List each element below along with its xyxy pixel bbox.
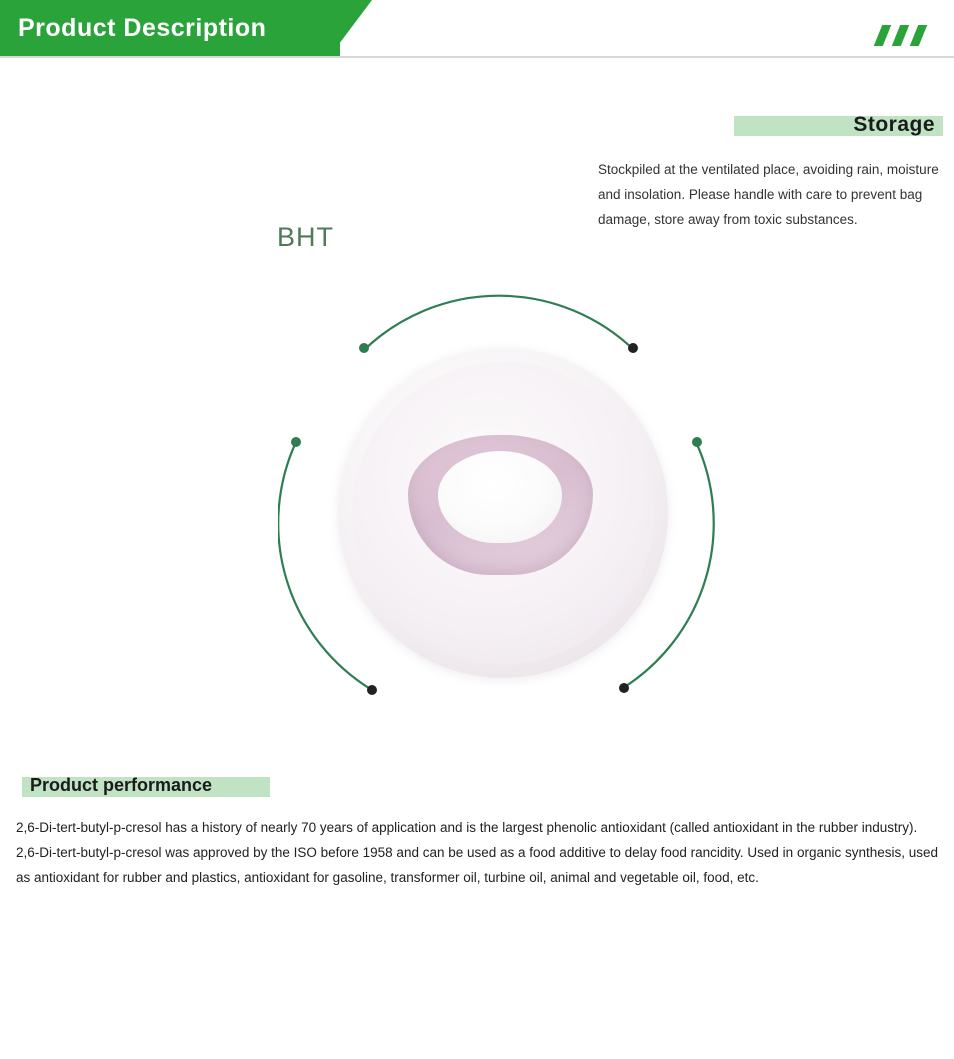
header-slant-shape	[330, 0, 372, 56]
storage-title: Storage	[853, 113, 935, 136]
storage-text: Stockpiled at the ventilated place, avoiding rain, moisture and insolation. Please handle with care to prevent bag damage, store away from toxic substances.	[598, 162, 939, 227]
header-divider	[0, 56, 954, 58]
product-label: BHT	[277, 222, 334, 252]
storage-heading	[598, 113, 943, 143]
triple-slash-icon	[878, 25, 940, 47]
decorative-arcs	[278, 290, 728, 710]
product-image	[278, 290, 728, 710]
storage-section	[598, 113, 943, 232]
page-title: Product Description	[18, 14, 267, 42]
performance-title: Product performance	[30, 775, 213, 795]
product-performance-section	[16, 775, 941, 890]
page-header	[0, 0, 954, 62]
performance-text: 2,6-Di-tert-butyl-p-cresol has a history of nearly 70 years of application and is the largest phenolic antioxidant (called antioxidant in the rubber industry). 2,6-Di-tert-butyl-p-cresol was approved by the ISO before 1958 and can be used as a food additive to delay food rancidity. Used in organic synthesis, used as antioxidant for rubber and plastics, antioxidant for gasoline, transformer oil, turbine oil, animal and vegetable oil, food, etc.	[16, 820, 939, 885]
performance-heading	[16, 775, 941, 803]
